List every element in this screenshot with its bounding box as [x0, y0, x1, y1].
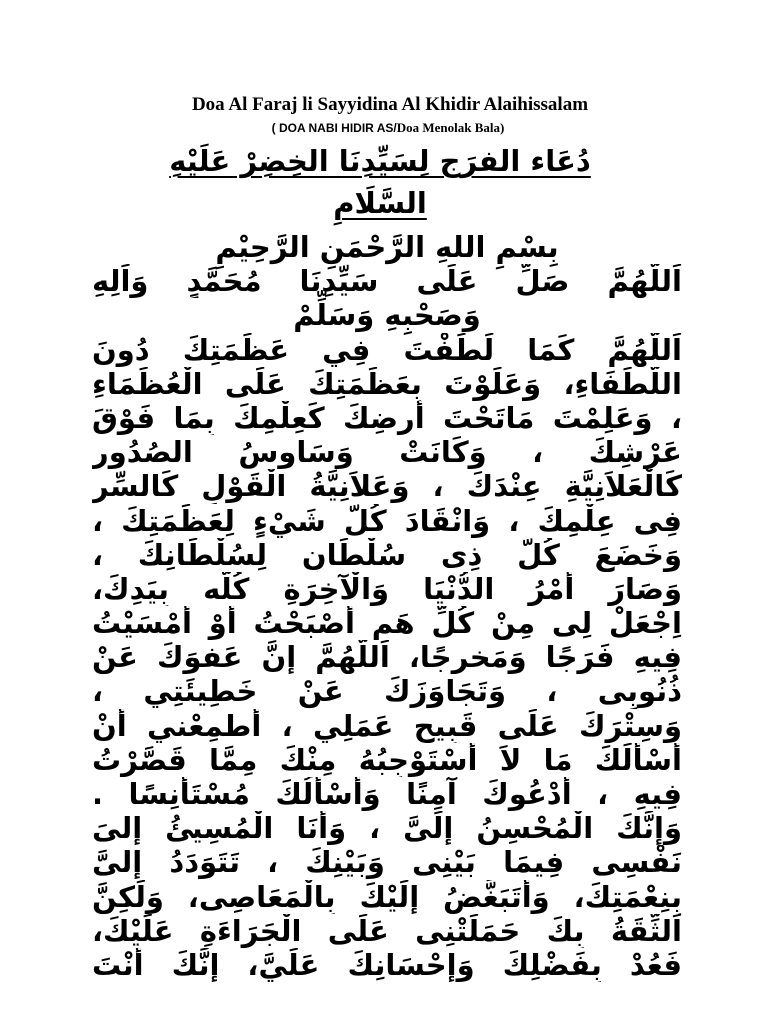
doa-line: اَللَّهُمَّ صَلِّ عَلَى سَيِّدِنَا مُحَمَّدٍ وَاَلِهِ [92, 264, 682, 299]
doa-line: وَسِتْرَكَ عَلَى قَبِيحِ عَمَلِي ، أَطمِعْني أَنْ [92, 708, 682, 743]
arabic-heading [150, 140, 610, 224]
arabic-heading-line-2: السَّلَامِ [333, 186, 427, 220]
doa-line: وَإِنَّكَ الْمُحْسِنُ إِلَىَّ ، وَأَنَا الْمُسِيئُ إِلىَ [92, 811, 682, 846]
doa-line: أَسْأَلَكَ مَا لاَ أَسْتَوْجِبُهُ مِنْكَ مِمَّا قَصَّرْتُ [92, 742, 682, 777]
doa-line: فَعُدْ بِفَضْلِكَ وَإِحْسَانِكَ عَلَيَّ، إِنَّكَ أَنْتَ [92, 947, 682, 982]
doc-subtitle-part1: ( DOA NABI HIDIR AS/ [271, 121, 397, 135]
doa-line: كَالْعَلاَنِيَّةِ عِنْدَكَ ، وَعَلاَنِيَّةُ الْقَوْلِ كَالسِّرِ [92, 469, 682, 504]
doa-line: اللُّطَفَاءِ، وَعَلَوْتَ بِعَظَمَتِكَ عَلَى الْعُظَمَاءِ [92, 366, 682, 401]
doa-line: وَصَحْبِهِ وَسَلِّمْ [293, 298, 481, 333]
doa-line: بِسْمِ اللهِ الرَّحْمَنِ الرَّحِيْمِ [215, 230, 559, 264]
doa-body-text [92, 230, 682, 982]
doa-line: عَرْشِكَ ، وَكَانَتْ وَسَاوِسُ الصُدُورِ [92, 435, 682, 470]
doa-line: بِنِعْمَتِكَ، وَأَتَبَغَّضُ إِلَيْكَ بِالْمَعَاصِى، وَلَكِنَّ [92, 879, 682, 914]
doa-line: وَخَضَعَ كُلُّ ذِى سُلْطَانٍ لِسُلْطَانِكَ ، [92, 537, 682, 572]
doa-line: فِى عِلْمِكَ ، وَانْقَادَ كُلُّ شَيْءٍ لِعَظَمَتِكَ ، [92, 503, 682, 538]
arabic-heading-line-1: دُعَاء الفرَج لِسَيِّدِنَا الخِضِرْ عَلَيْهِ [169, 144, 591, 178]
doc-subtitle [0, 120, 768, 136]
doa-line: فِيهِ فَرَجًا وَمَخرجًا، اَللَّهُمَّ إِنَّ عَفوَكَ عَنْ [92, 640, 682, 675]
doc-subtitle-part2: Doa Menolak Bala) [396, 120, 505, 135]
doa-line: اِجْعَلْ لِى مِنْ كُلِّ هَم أَصْبَحْتُ أَوْ أَمْسَيْتُ [92, 606, 682, 641]
doa-line: نَفْسِى فِيمَا بَيْنِى وَبَيْنِكَ ، تَتَوَدَدُ إِلىَّ [92, 845, 682, 880]
doa-line: وَصَارَ أَمْرُ الدُّنْيَا وَالْآخِرَةِ كُلُّه بِيَدِكَ، [92, 571, 682, 606]
doa-line: اَلثِّقَةُ بِكَ حَمَلَتْنِى عَلَى الْجَرَاءَةِ عَلَيْكَ، [92, 913, 682, 948]
doc-title: Doa Al Faraj li Sayyidina Al Khidir Alaihissalam [191, 94, 589, 115]
doa-line: ، وَعَلِمْتَ مَاتَحْتَ أَرضِكَ كَعِلْمِكَ بِمَا فَوْقَ [92, 400, 682, 435]
doa-line: فِيهِ ، أَدْعُوكَ آمِنًا وَأَسْأَلُكَ مُسْتَأْنِسًا . [92, 777, 682, 811]
doa-line: ذُنُوبِى ، وَتَجَاوَزَكَ عَنْ خَطِيئَتِي ، [92, 674, 682, 709]
doa-line: اَللَّهُمَّ كَمَا لَطَفْتَ فِي عَظَمَتِكَ دُونَ [92, 332, 682, 367]
